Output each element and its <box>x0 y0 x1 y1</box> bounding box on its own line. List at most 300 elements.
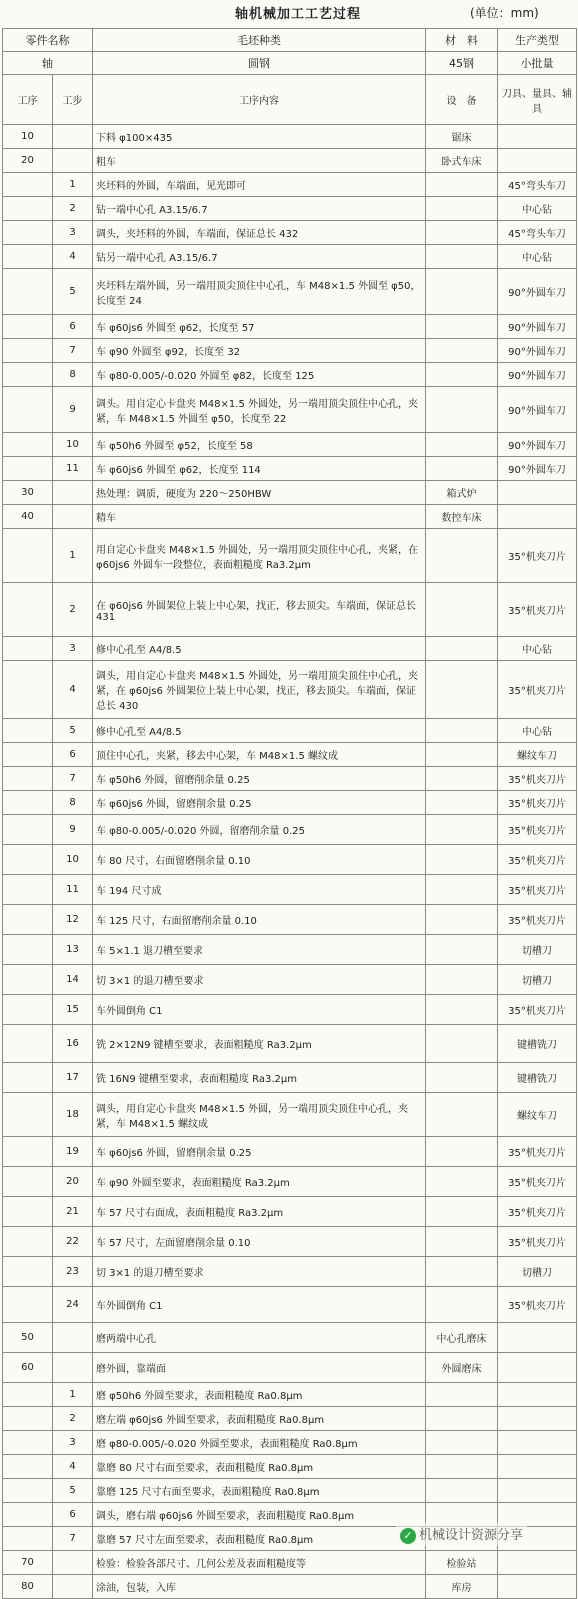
table-row <box>3 743 577 767</box>
step-cell: 1 <box>53 173 93 197</box>
operation-cell <box>3 1479 53 1503</box>
content-cell: 切 3×1 的退刀槽至要求 <box>93 965 426 995</box>
operation-cell <box>3 1455 53 1479</box>
equipment-cell <box>426 875 498 905</box>
equipment-cell <box>426 1227 498 1257</box>
tool-cell: 螺纹车刀 <box>498 1093 577 1137</box>
step-cell <box>53 125 93 149</box>
equipment-cell <box>426 1407 498 1431</box>
equipment-cell: 库房 <box>426 1575 498 1599</box>
table-row <box>3 481 577 505</box>
content-cell: 靠磨 80 尺寸右面至要求，表面粗糙度 Ra0.8μm <box>93 1455 426 1479</box>
operation-cell <box>3 221 53 245</box>
content-cell: 磨 φ50h6 外圆至要求，表面粗糙度 Ra0.8μm <box>93 1383 426 1407</box>
table-row <box>3 845 577 875</box>
table-row <box>3 505 577 529</box>
content-cell: 调头，用自定心卡盘夹 M48×1.5 外圆，另一端用顶尖顶住中心孔，夹紧，车 M48×1.5 螺纹成 <box>93 1093 426 1137</box>
tool-cell <box>498 505 577 529</box>
content-cell: 车 125 尺寸，右面留磨削余量 0.10 <box>93 905 426 935</box>
operation-cell <box>3 1093 53 1137</box>
table-row <box>3 935 577 965</box>
content-cell: 车 80 尺寸，右面留磨削余量 0.10 <box>93 845 426 875</box>
operation-cell <box>3 1527 53 1551</box>
equipment-cell <box>426 1479 498 1503</box>
tool-cell: 90°外圆车刀 <box>498 387 577 433</box>
equipment-cell <box>426 339 498 363</box>
tool-cell <box>498 1479 577 1503</box>
part-name-value: 轴 <box>3 52 93 75</box>
equipment-cell <box>426 1383 498 1407</box>
operation-cell <box>3 245 53 269</box>
operation-cell <box>3 965 53 995</box>
tool-cell: 中心钻 <box>498 245 577 269</box>
tool-cell <box>498 1383 577 1407</box>
equipment-cell <box>426 1137 498 1167</box>
table-row <box>3 875 577 905</box>
equipment-cell <box>426 905 498 935</box>
step-cell: 2 <box>53 1407 93 1431</box>
tool-cell: 35°机夹刀片 <box>498 1197 577 1227</box>
step-cell <box>53 505 93 529</box>
content-cell: 顶住中心孔，夹紧，移去中心架，车 M48×1.5 螺纹成 <box>93 743 426 767</box>
tool-cell <box>498 1431 577 1455</box>
equipment-cell <box>426 965 498 995</box>
content-cell: 修中心孔至 A4/8.5 <box>93 637 426 661</box>
content-cell: 钻另一端中心孔 A3.15/6.7 <box>93 245 426 269</box>
content-cell: 检验：检验各部尺寸、几何公差及表面粗糙度等 <box>93 1551 426 1575</box>
table-row <box>3 661 577 719</box>
step-cell: 1 <box>53 1383 93 1407</box>
content-cell: 热处理：调质，硬度为 220～250HBW <box>93 481 426 505</box>
table-row <box>3 1025 577 1063</box>
operation-cell: 50 <box>3 1323 53 1353</box>
equipment-cell <box>426 743 498 767</box>
table-row <box>3 1287 577 1323</box>
equipment-cell: 卧式车床 <box>426 149 498 173</box>
equipment-cell <box>426 845 498 875</box>
operation-cell <box>3 1025 53 1063</box>
tool-cell: 90°外圆车刀 <box>498 339 577 363</box>
tool-cell <box>498 1575 577 1599</box>
equipment-cell <box>426 457 498 481</box>
tool-cell: 键槽铣刀 <box>498 1025 577 1063</box>
operation-cell <box>3 1503 53 1527</box>
tool-cell <box>498 481 577 505</box>
table-row <box>3 637 577 661</box>
tool-cell <box>498 149 577 173</box>
operation-cell <box>3 661 53 719</box>
operation-cell <box>3 1383 53 1407</box>
equipment-cell <box>426 1063 498 1093</box>
col-tools: 刀具、量具、辅具 <box>498 75 577 125</box>
equipment-cell <box>426 1455 498 1479</box>
table-row <box>3 1431 577 1455</box>
step-cell: 1 <box>53 529 93 583</box>
info-header-row <box>3 29 577 52</box>
content-cell: 车外圆倒角 C1 <box>93 995 426 1025</box>
equipment-cell <box>426 1287 498 1323</box>
operation-cell: 80 <box>3 1575 53 1599</box>
blank-type-label: 毛坯种类 <box>93 29 426 52</box>
table-row <box>3 815 577 845</box>
content-cell: 车 φ80-0.005/-0.020 外圆至 φ82，长度至 125 <box>93 363 426 387</box>
equipment-cell <box>426 1093 498 1137</box>
step-cell: 4 <box>53 661 93 719</box>
table-row <box>3 363 577 387</box>
tool-cell: 45°弯头车刀 <box>498 173 577 197</box>
document-title: 轴机械加工工艺过程 <box>235 7 362 22</box>
operation-cell: 20 <box>3 149 53 173</box>
tool-cell: 35°机夹刀片 <box>498 815 577 845</box>
step-cell: 3 <box>53 1431 93 1455</box>
operation-cell <box>3 935 53 965</box>
tool-cell: 90°外圆车刀 <box>498 363 577 387</box>
operation-cell <box>3 1407 53 1431</box>
content-cell: 车 φ90 外圆至 φ92，长度至 32 <box>93 339 426 363</box>
equipment-cell <box>426 269 498 315</box>
step-cell: 16 <box>53 1025 93 1063</box>
equipment-cell <box>426 245 498 269</box>
step-cell: 5 <box>53 1479 93 1503</box>
operation-cell <box>3 767 53 791</box>
step-cell: 9 <box>53 387 93 433</box>
equipment-cell <box>426 767 498 791</box>
tool-cell: 切槽刀 <box>498 935 577 965</box>
operation-cell: 30 <box>3 481 53 505</box>
operation-cell <box>3 875 53 905</box>
step-cell: 2 <box>53 583 93 637</box>
operation-cell <box>3 387 53 433</box>
operation-cell <box>3 457 53 481</box>
tool-cell: 中心钻 <box>498 637 577 661</box>
step-cell: 11 <box>53 875 93 905</box>
tool-cell: 35°机夹刀片 <box>498 875 577 905</box>
step-cell: 3 <box>53 221 93 245</box>
content-cell: 靠磨 57 尺寸左面至要求，表面粗糙度 Ra0.8μm <box>93 1527 426 1551</box>
equipment-cell <box>426 661 498 719</box>
equipment-cell <box>426 197 498 221</box>
operation-cell <box>3 173 53 197</box>
step-cell: 5 <box>53 269 93 315</box>
content-cell: 粗车 <box>93 149 426 173</box>
equipment-cell <box>426 221 498 245</box>
content-cell: 精车 <box>93 505 426 529</box>
content-cell: 车 5×1.1 退刀槽至要求 <box>93 935 426 965</box>
operation-cell <box>3 583 53 637</box>
column-header-row <box>3 75 577 125</box>
content-cell: 涂油，包装，入库 <box>93 1575 426 1599</box>
step-cell: 3 <box>53 637 93 661</box>
step-cell: 20 <box>53 1167 93 1197</box>
tool-cell: 35°机夹刀片 <box>498 845 577 875</box>
step-cell: 14 <box>53 965 93 995</box>
table-row <box>3 149 577 173</box>
table-row <box>3 965 577 995</box>
content-cell: 车 φ80-0.005/-0.020 外圆，留磨削余量 0.25 <box>93 815 426 845</box>
content-cell: 靠磨 125 尺寸右面至要求，表面粗糙度 Ra0.8μm <box>93 1479 426 1503</box>
equipment-cell <box>426 529 498 583</box>
table-row <box>3 1063 577 1093</box>
tool-cell: 35°机夹刀片 <box>498 791 577 815</box>
content-cell: 修中心孔至 A4/8.5 <box>93 719 426 743</box>
operation-cell <box>3 1431 53 1455</box>
operation-cell <box>3 433 53 457</box>
equipment-cell: 箱式炉 <box>426 481 498 505</box>
step-cell <box>53 1353 93 1383</box>
table-row <box>3 1093 577 1137</box>
step-cell: 4 <box>53 1455 93 1479</box>
tool-cell: 切槽刀 <box>498 965 577 995</box>
tool-cell: 90°外圆车刀 <box>498 269 577 315</box>
content-cell: 车 194 尺寸成 <box>93 875 426 905</box>
content-cell: 磨两端中心孔 <box>93 1323 426 1353</box>
col-equipment: 设 备 <box>426 75 498 125</box>
equipment-cell <box>426 1197 498 1227</box>
content-cell: 车 57 尺寸右面成，表面粗糙度 Ra3.2μm <box>93 1197 426 1227</box>
equipment-cell <box>426 1025 498 1063</box>
operation-cell <box>3 197 53 221</box>
step-cell: 7 <box>53 1527 93 1551</box>
content-cell: 钻一端中心孔 A3.15/6.7 <box>93 197 426 221</box>
production-type-value: 小批量 <box>498 52 577 75</box>
watermark <box>396 1522 527 1546</box>
operation-cell <box>3 743 53 767</box>
equipment-cell <box>426 1257 498 1287</box>
step-cell <box>53 1323 93 1353</box>
tool-cell: 90°外圆车刀 <box>498 457 577 481</box>
equipment-cell <box>426 791 498 815</box>
tool-cell: 35°机夹刀片 <box>498 1227 577 1257</box>
content-cell: 夹坯料左端外圆，另一端用顶尖顶住中心孔，车 M48×1.5 外圆至 φ50，长度至 24 <box>93 269 426 315</box>
content-cell: 用自定心卡盘夹 M48×1.5 外圆处，另一端用顶尖顶住中心孔，夹紧，在 φ60js6 外圆车一段整位，表面粗糙度 Ra3.2μm <box>93 529 426 583</box>
content-cell: 铣 2×12N9 键槽至要求，表面粗糙度 Ra3.2μm <box>93 1025 426 1063</box>
operation-cell <box>3 791 53 815</box>
step-cell <box>53 481 93 505</box>
step-cell: 5 <box>53 719 93 743</box>
table-row <box>3 1323 577 1353</box>
step-cell: 6 <box>53 743 93 767</box>
step-cell: 13 <box>53 935 93 965</box>
step-cell <box>53 1575 93 1599</box>
step-cell <box>53 149 93 173</box>
equipment-cell: 检验站 <box>426 1551 498 1575</box>
tool-cell: 35°机夹刀片 <box>498 583 577 637</box>
tool-cell: 45°弯头车刀 <box>498 221 577 245</box>
step-cell: 10 <box>53 433 93 457</box>
col-operation: 工序 <box>3 75 53 125</box>
material-value: 45钢 <box>426 52 498 75</box>
table-row <box>3 1197 577 1227</box>
tool-cell: 中心钻 <box>498 719 577 743</box>
operation-cell <box>3 529 53 583</box>
step-cell: 8 <box>53 791 93 815</box>
table-row <box>3 197 577 221</box>
step-cell: 8 <box>53 363 93 387</box>
content-cell: 车 φ60js6 外圆至 φ62，长度至 57 <box>93 315 426 339</box>
equipment-cell <box>426 1431 498 1455</box>
operation-cell <box>3 1257 53 1287</box>
info-value-row <box>3 52 577 75</box>
content-cell: 调头，夹坯料的外圆，车端面，保证总长 432 <box>93 221 426 245</box>
content-cell: 车 φ60js6 外圆，留磨削余量 0.25 <box>93 1137 426 1167</box>
content-cell: 在 φ60js6 外圆架位上装上中心架，找正，移去顶尖。车端面，保证总长 431 <box>93 583 426 637</box>
step-cell: 4 <box>53 245 93 269</box>
equipment-cell: 外圆磨床 <box>426 1353 498 1383</box>
content-cell: 调头，用自定心卡盘夹 M48×1.5 外圆处，另一端用顶尖顶住中心孔，夹紧，在 φ60js6 外圆架位上装上中心架，找正，移去顶尖。车端面，保证总长 430 <box>93 661 426 719</box>
table-row <box>3 125 577 149</box>
step-cell: 15 <box>53 995 93 1025</box>
tool-cell: 35°机夹刀片 <box>498 995 577 1025</box>
table-row <box>3 1227 577 1257</box>
equipment-cell <box>426 637 498 661</box>
content-cell: 磨外圆，靠端面 <box>93 1353 426 1383</box>
equipment-cell <box>426 387 498 433</box>
watermark-text: 机械设计资源分享 <box>419 1528 524 1543</box>
content-cell: 下料 φ100×435 <box>93 125 426 149</box>
table-row <box>3 1167 577 1197</box>
tool-cell: 键槽铣刀 <box>498 1063 577 1093</box>
step-cell: 19 <box>53 1137 93 1167</box>
tool-cell: 35°机夹刀片 <box>498 529 577 583</box>
step-cell: 12 <box>53 905 93 935</box>
operation-cell: 70 <box>3 1551 53 1575</box>
table-row <box>3 767 577 791</box>
tool-cell <box>498 125 577 149</box>
table-row <box>3 1137 577 1167</box>
table-row <box>3 1455 577 1479</box>
operation-cell <box>3 905 53 935</box>
equipment-cell <box>426 1167 498 1197</box>
operation-cell <box>3 269 53 315</box>
tool-cell <box>498 1323 577 1353</box>
content-cell: 调头，磨右端 φ60js6 外圆至要求，表面粗糙度 Ra0.8μm <box>93 1503 426 1527</box>
equipment-cell <box>426 315 498 339</box>
equipment-cell: 数控车床 <box>426 505 498 529</box>
operation-cell <box>3 637 53 661</box>
table-row <box>3 339 577 363</box>
table-row <box>3 1575 577 1599</box>
operation-cell: 10 <box>3 125 53 149</box>
tool-cell: 35°机夹刀片 <box>498 1287 577 1323</box>
step-cell: 21 <box>53 1197 93 1227</box>
operation-cell: 40 <box>3 505 53 529</box>
step-cell: 6 <box>53 1503 93 1527</box>
tool-cell: 35°机夹刀片 <box>498 905 577 935</box>
step-cell: 7 <box>53 767 93 791</box>
step-cell <box>53 1551 93 1575</box>
table-row <box>3 583 577 637</box>
operation-cell <box>3 1167 53 1197</box>
operation-cell <box>3 1197 53 1227</box>
step-cell: 11 <box>53 457 93 481</box>
content-cell: 夹坯料的外圆，车端面，见光即可 <box>93 173 426 197</box>
tool-cell: 35°机夹刀片 <box>498 1167 577 1197</box>
table-row <box>3 457 577 481</box>
content-cell: 切 3×1 的退刀槽至要求 <box>93 1257 426 1287</box>
content-cell: 铣 16N9 键槽至要求，表面粗糙度 Ra3.2μm <box>93 1063 426 1093</box>
table-row <box>3 1479 577 1503</box>
content-cell: 磨 φ80-0.005/-0.020 外圆至要求，表面粗糙度 Ra0.8μm <box>93 1431 426 1455</box>
part-name-label: 零件名称 <box>3 29 93 52</box>
step-cell: 10 <box>53 845 93 875</box>
step-cell: 24 <box>53 1287 93 1323</box>
tool-cell <box>498 1353 577 1383</box>
table-row <box>3 1407 577 1431</box>
table-row <box>3 269 577 315</box>
step-cell: 7 <box>53 339 93 363</box>
table-row <box>3 791 577 815</box>
equipment-cell <box>426 433 498 457</box>
step-cell: 23 <box>53 1257 93 1287</box>
tool-cell: 中心钻 <box>498 197 577 221</box>
tool-cell: 90°外圆车刀 <box>498 315 577 339</box>
step-cell: 6 <box>53 315 93 339</box>
content-cell: 车外圆倒角 C1 <box>93 1287 426 1323</box>
operation-cell <box>3 1063 53 1093</box>
equipment-cell: 中心孔磨床 <box>426 1323 498 1353</box>
process-table <box>2 28 577 1599</box>
production-type-label: 生产类型 <box>498 29 577 52</box>
table-row <box>3 315 577 339</box>
content-cell: 车 φ60js6 外圆，留磨削余量 0.25 <box>93 791 426 815</box>
operation-cell <box>3 719 53 743</box>
tool-cell: 35°机夹刀片 <box>498 661 577 719</box>
col-content: 工序内容 <box>93 75 426 125</box>
table-row <box>3 905 577 935</box>
blank-type-value: 圆钢 <box>93 52 426 75</box>
operation-cell <box>3 1137 53 1167</box>
table-row <box>3 995 577 1025</box>
table-row <box>3 387 577 433</box>
tool-cell: 35°机夹刀片 <box>498 767 577 791</box>
table-row <box>3 529 577 583</box>
table-row <box>3 433 577 457</box>
tool-cell: 35°机夹刀片 <box>498 1137 577 1167</box>
table-row <box>3 1383 577 1407</box>
operation-cell <box>3 1287 53 1323</box>
table-row <box>3 1257 577 1287</box>
step-cell: 18 <box>53 1093 93 1137</box>
operation-cell <box>3 363 53 387</box>
operation-cell <box>3 845 53 875</box>
tool-cell: 螺纹车刀 <box>498 743 577 767</box>
tool-cell <box>498 1551 577 1575</box>
operation-cell <box>3 995 53 1025</box>
content-cell: 车 φ50h6 外圆至 φ52，长度至 58 <box>93 433 426 457</box>
operation-cell <box>3 1227 53 1257</box>
equipment-cell: 锯床 <box>426 125 498 149</box>
equipment-cell <box>426 935 498 965</box>
equipment-cell <box>426 173 498 197</box>
table-row <box>3 245 577 269</box>
equipment-cell <box>426 363 498 387</box>
material-label: 材 料 <box>426 29 498 52</box>
content-cell: 车 57 尺寸，左面留磨削余量 0.10 <box>93 1227 426 1257</box>
content-cell: 车 φ90 外圆至要求，表面粗糙度 Ra3.2μm <box>93 1167 426 1197</box>
equipment-cell <box>426 995 498 1025</box>
table-row <box>3 1551 577 1575</box>
equipment-cell <box>426 719 498 743</box>
content-cell: 车 φ50h6 外圆，留磨削余量 0.25 <box>93 767 426 791</box>
equipment-cell <box>426 815 498 845</box>
step-cell: 9 <box>53 815 93 845</box>
operation-cell: 60 <box>3 1353 53 1383</box>
step-cell: 2 <box>53 197 93 221</box>
unit-note: (单位：mm) <box>470 6 539 20</box>
document-header <box>0 0 578 22</box>
step-cell: 17 <box>53 1063 93 1093</box>
step-cell: 22 <box>53 1227 93 1257</box>
